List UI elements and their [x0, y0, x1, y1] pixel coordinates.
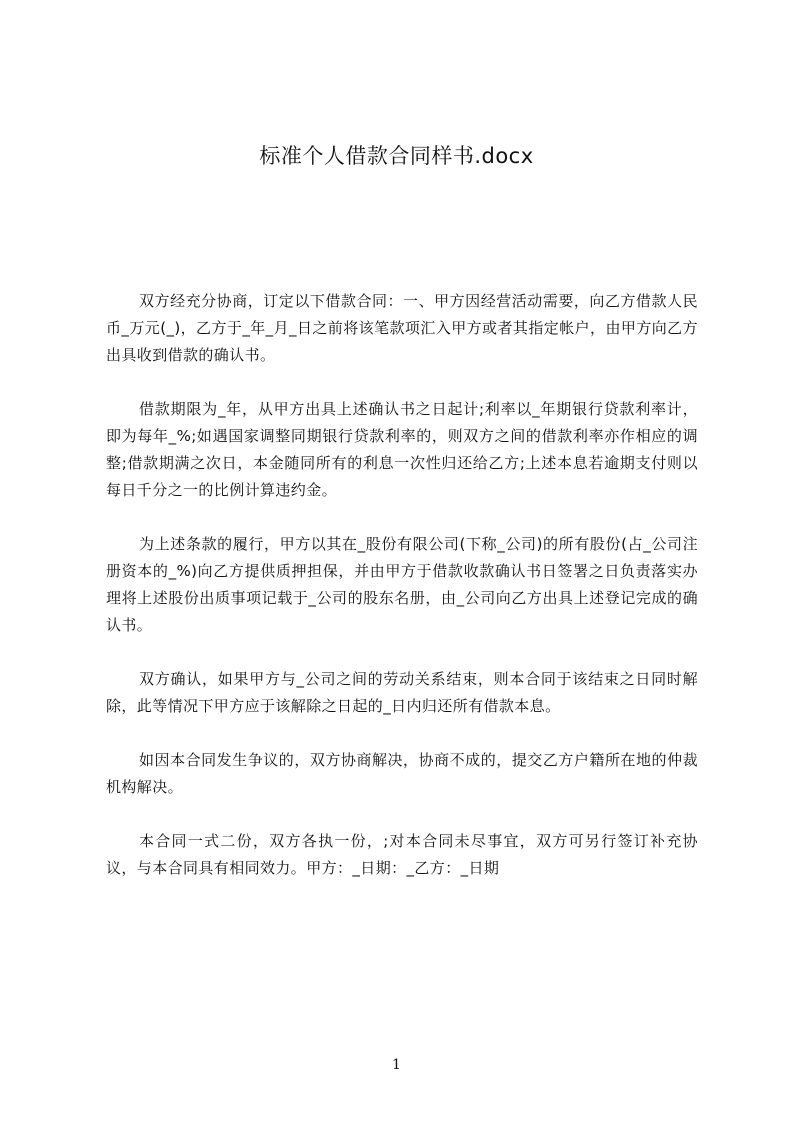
paragraph-pledge-guarantee: 为上述条款的履行，甲方以其在_股份有限公司(下称_公司)的所有股份(占_公司注册资本的_%)向乙方提供质押担保，并由甲方于借款收款确认书日签署之日负责落实办理将上述股份出质事项记载于_公司的股东名册，由_公司向乙方出具上述登记完成的确认书。	[106, 535, 698, 634]
paragraph-dispute-resolution: 如因本合同发生争议的，双方协商解决，协商不成的，提交乙方户籍所在地的仲裁机构解决。	[106, 751, 698, 796]
paragraph-termination: 双方确认，如果甲方与_公司之间的劳动关系结束，则本合同于该结束之日同时解除，此等情况下甲方应于该解除之日起的_日内归还所有借款本息。	[106, 670, 698, 715]
document-title: 标准个人借款合同样书.docx	[259, 144, 534, 168]
paragraph-loan-period-interest: 借款期限为_年，从甲方出具上述确认书之日起计;利率以_年期银行贷款利率计，即为每年_%;如遇国家调整同期银行贷款利率的，则双方之间的借款利率亦作相应的调整;借款期满之次日，本金随同所有的利息一次性归还给乙方;上述本息若逾期支付则以每日千分之一的比例计算违约金。	[106, 400, 698, 499]
page-number: 1	[392, 1057, 401, 1073]
document-body	[106, 288, 698, 909]
paragraph-copies-signatures: 本合同一式二份，双方各执一份，;对本合同未尽事宜，双方可另行签订补充协议，与本合同具有相同效力。甲方：_日期：_乙方：_日期	[106, 832, 698, 877]
paragraph-loan-terms: 双方经充分协商，订定以下借款合同：一、甲方因经营活动需要，向乙方借款人民币_万元(_)，乙方于_年_月_日之前将该笔款项汇入甲方或者其指定帐户，由甲方向乙方出具收到借款的确认书。	[106, 292, 698, 364]
